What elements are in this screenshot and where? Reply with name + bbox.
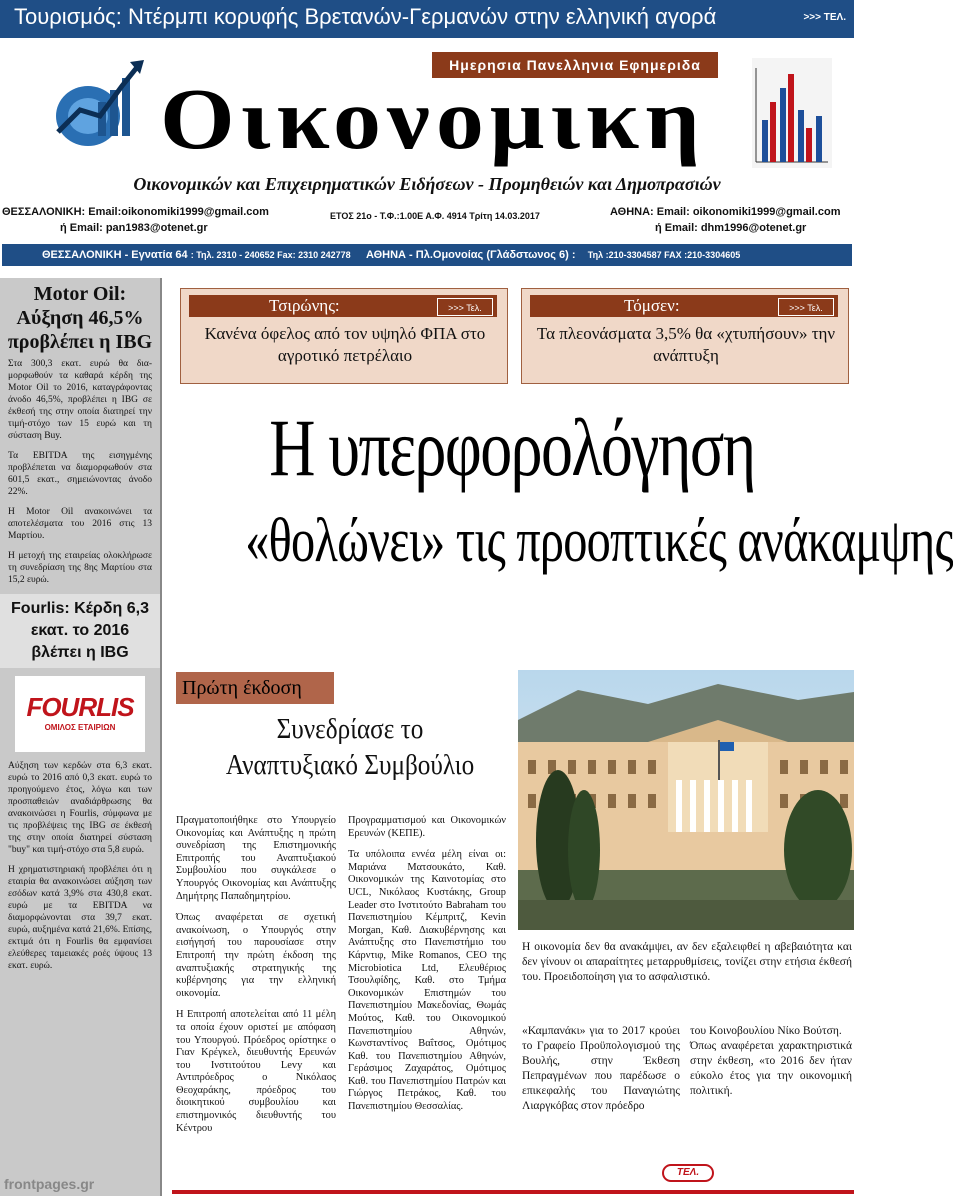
athens-address: ΑΘΗΝΑ - Πλ.Ομονοίας (Γλάδστωνος 6) : [365,249,576,261]
sidebar-story2-title[interactable]: Fourlis: Κέρδη 6,3 εκατ. το 2016 βλέπει η IBG [0,594,160,668]
growth-chart-logo [50,52,150,152]
athens-alt-email: ή Email: dhm1996@otenet.gr [655,222,807,234]
teaser-caption: Τσιρώνης: [189,295,497,317]
sidebar-story1-title[interactable]: Motor Oil: Αύξηση 46,5% προβλέπει η IBG [7,283,153,353]
newspaper-subtitle: Οικονομικών και Επιχειρηματικών Ειδήσεων - Προμηθειών και Δημοπρασιών [133,174,721,194]
top-banner [0,0,854,38]
contact-info [0,203,854,239]
parliament-photo [518,670,854,930]
article-column-b [348,815,506,1123]
watermark: frontpages.gr [4,1176,95,1192]
athens-email: ΑΘΗΝΑ: Email: oikonomiki1999@gmail.com [610,206,841,218]
teaser-more-link[interactable]: >>> Τελ. [437,298,493,316]
fourlis-logo-sub: ΟΜΙΛΟΣ ΕΤΑΙΡΙΩΝ [44,723,116,732]
paragraph: Όπως αναφέρεται χαρακτηριστικά στην έκθεση, «το 2016 δεν ήταν εύκολο έτος για την οικονομική πολιτική. [690,1040,852,1097]
paragraph: Όπως αναφέρεται σε σχετική ανακοίνωση, ο Υπουργός στην εισήγησή του παρουσίασε στην Επιτροπή την πρώτη έκδοση της αναπτυξιακής στρατηγικής της κυβέρνησης για την ελληνική οικονομία. [176,912,336,999]
teaser-text: Κανένα όφελος από τον υψηλό ΦΠΑ στο αγροτικό πετρέλαιο [204,324,486,365]
teaser-more-link[interactable]: >>> Τελ. [778,298,834,316]
masthead [0,40,854,200]
banner-more-link[interactable]: >>> ΤΕΛ. [803,12,846,23]
thessaloniki-alt-email: ή Email: pan1983@otenet.gr [60,222,208,234]
article-title[interactable]: Συνεδρίασε το Αναπτυξιακό Συμβούλιο [225,714,475,781]
banner-headline[interactable]: Τουρισμός: Ντέρμπι κορυφής Βρετανών-Γερμανών στην ελληνική αγορά [14,4,717,29]
bar-chart-logo [752,58,832,168]
issue-info: ΕΤΟΣ 21ο - Τ.Φ.:1.00Ε Α.Φ. 4914 Τρίτη 14.03.2017 [330,211,540,221]
teaser-caption: Τόμσεν: [530,295,838,317]
sidebar-story1-body [0,358,160,586]
footer-rule [172,1190,854,1194]
thessaloniki-email: ΘΕΣΣΑΛΟΝΙΚΗ: Email:oikonomiki1999@gmail.com [2,206,269,218]
paragraph: του Κοινοβουλίου Νίκο Βούτση. [690,1025,842,1037]
sidebar-story2-body [0,760,160,972]
paragraph: Τα υπόλοιπα εννέα μέλη είναι οι: Μαριάνα Ματσουκάτο, Καθ. Οικονομικών της Καινοτομίας στο UCL, Νικόλαος Κυστάκης, Group Leader στο Ινστιτούτο Babraham του Πανεπιστημίου Κέμπριτζ, Kevin Morgan, Καθ. Διακυβέρνησης και Ανάπτυξης στο Πανεπιστήμιο του Κάρντιφ, Mike Romanos, CEO της Microbiotica Ltd, Ελευθέριος Τσουλφίδης, Καθ. στο Τμήμα Οικονομικών Επιστημών του Πανεπιστημίου Μακεδονίας, Θωμάς Μούτος, Καθ. του Οικονομικού Πανεπιστημίου Αθηνών, Κωνσταντίνος Βαΐτσος, Ομότιμος Καθ. του Πανεπιστημίου Αθηνών, Γεράσιμος Ζαχαράτος, Ομότιμος Καθ. του Πανεπιστημίου Πατρών και Γιώργος Πετράκος, Καθ. του Πανεπιστημίου Θεσσαλίας. [348,849,506,1113]
sidebar [0,278,162,1196]
paragraph: «Καμπανάκι» για το 2017 κρούει το Γραφείο Προϋπολογισμού της Βουλής, στην Έκθεση Πεπραγμένων που παρέδωσε ο επικεφαλής του Παναγιώτης Λιαργκόβας στον πρόεδρο [522,1025,680,1112]
article-label: Πρώτη έκδοση [176,672,334,704]
thessaloniki-phone: : Τηλ. 2310 - 240652 Fax: 2310 242778 [190,250,351,260]
paragraph: Στα 300,3 εκατ. ευρώ θα δια-μορφωθούν τα καθαρά κέρδη της Motor Oil το 2016, καταγράφοντας άνοδο 46,5%, προβλέπει η IBG σε έκθεσή της στην οποία διατηρεί την τιμή-στόχο των 15 ευρώ και τη σύσταση Buy. [8,359,152,441]
paragraph: Πραγματοποιήθηκε στο Υπουργείο Οικονομίας και Ανάπτυξης η πρώτη συνεδρίαση της Επιστημονικής Επιτροπής του Αναπτυξιακού Συμβουλίου που συγκάλεσε ο Υπουργός Οικονομίας και Ανάπτυξης Δημήτρης Παπαδημητρίου. [176,815,336,902]
teaser-text: Τα πλεονάσματα 3,5% θα «χτυπήσουν» την ανάπτυξη [536,324,836,365]
photo-caption: Η οικονομία δεν θα ανακάμψει, αν δεν εξαλειφθεί η αβεβαιότητα και δεν γίνουν οι απαραίτητες μεταρρυθμίσεις, τονίζει στην ετήσια έκθεσή του. Προειδοποίηση για το ασφαλιστικό. [522,941,852,983]
address-bar [2,244,852,266]
teaser-box-tsironis[interactable] [180,288,508,384]
headline-line2: «θολώνει» τις προοπτικές ανάκαμψης [245,507,953,575]
thessaloniki-address: ΘΕΣΣΑΛΟΝΙΚΗ - Εγνατία 64 [42,249,188,261]
paragraph: Η Motor Oil ανακοινώνει τα αποτελέσματα του 2016 στις 13 Μαρτίου. [8,507,152,541]
paragraph: Τα EBITDA της εισηγμένης προβλέπεται να διαμορφωθούν στα 601,5 εκατ., σημειώνοντας άνοδο 22%. [8,451,152,497]
paragraph: Η μετοχή της εταιρείας ολοκλήρωσε τη συνεδρίαση της 8ης Μαρτίου στα 15,2 ευρώ. [8,551,152,585]
athens-phone: Τηλ :210-3304587 FAX :210-3304605 [587,250,741,260]
lead-column-d [690,1024,852,1108]
main-headline[interactable] [170,398,953,584]
newspaper-title: Οικονομικη [160,70,706,167]
lead-more-link[interactable]: ΤΕΛ. [662,1164,714,1182]
paragraph: Αύξηση των κερδών στα 6,3 εκατ. ευρώ το 2016 από 0,3 εκατ. ευρώ το προηγούμενο έτος, λόγω και των προσπαθειών αναδιάρθρωσης θα ανακοινώσει η Fourlis, σύμφωνα με τις προβλέψεις της IBG σε έκθεσή της στην οποία διατηρεί σύσταση "buy" και τιμή-στόχο στα 5,8 ευρώ. [8,761,152,855]
lead-column-c [522,1024,680,1123]
article-column-a [176,815,336,1144]
fourlis-logo [15,676,145,752]
teaser-box-thomsen[interactable] [521,288,849,384]
fourlis-logo-text: FOURLIS [26,692,134,722]
paragraph: Η Επιτροπή αποτελείται από 11 μέλη τα οποία έχουν οριστεί με απόφαση του Υπουργού. Πρόεδρος ορίστηκε ο Γιαν Κρέγκελ, διευθυντής Ερευνών του Ινστιτούτου Levy και Αντιπρόεδρος ο Νικόλαος Θεοχαράκης, πρόεδρος του διοικητικού συμβουλίου και επιστημονικός διευθυντής του Κέντρου [176,1009,336,1134]
daily-tag: Ημερησια Πανελληνια Εφημεριδα [432,52,718,78]
headline-line1: Η υπερφορολόγηση [269,402,755,493]
paragraph: Η χρηματιστηριακή προβλέπει ότι η εταιρία θα ανακοινώσει αύξηση των εσόδων κατά 3,9% στα 430,8 εκατ. ευρώ με τα EBITDA να διαμορφώνονται στα 39,7 εκατ. ευρώ, αυξημένα κατά 21,6%. Επίσης, εκτιμά ότι η Fourlis θα εμφανίσει ελεύθερες ταμειακές ροές ύψους 13 εκατ. ευρώ. [8,865,152,971]
paragraph: Προγραμματισμού και Οικονομικών Ερευνών (ΚΕΠΕ). [348,815,506,839]
